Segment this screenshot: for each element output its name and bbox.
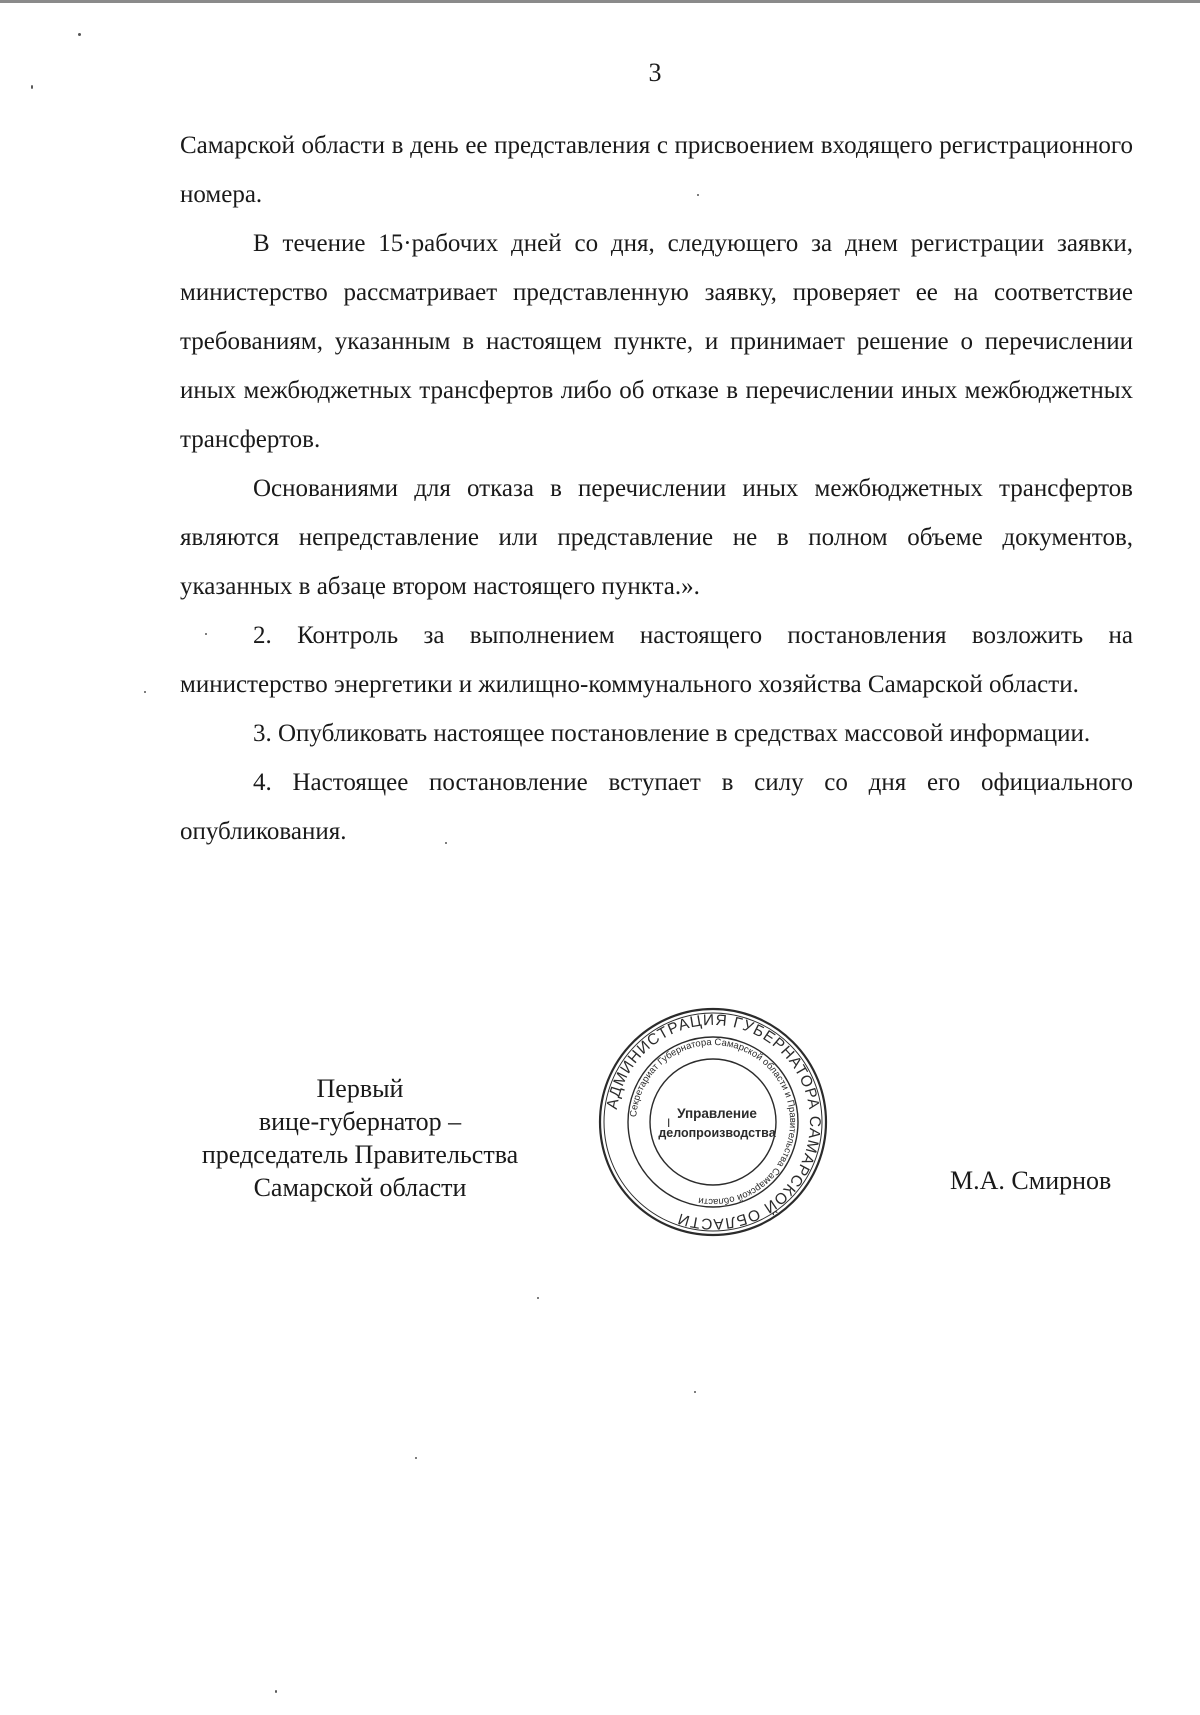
signatory-title-line: Самарской области [253, 1173, 467, 1202]
scan-speck [78, 33, 81, 36]
stamp-center-line: Управление [677, 1106, 757, 1121]
stamp-inner-ring-text: Секретариат Губернатора Самарской области и Правительства Самарской области [628, 1036, 799, 1208]
scan-speck [537, 1297, 539, 1299]
stamp-outer-text: АДМИНИСТРАЦИЯ ГУБЕРНАТОРА САМАРСКОЙ ОБЛАСТИ [603, 1011, 824, 1233]
scan-speck [415, 1457, 417, 1459]
signatory-name: М.А. Смирнов [950, 1166, 1112, 1195]
paragraph-refusal-grounds: Основаниями для отказа в перечислении иных межбюджетных трансфертов являются непредставление или представление не в полном объеме документов, указанных в абзаце втором настоящего пункта.». [180, 475, 1133, 600]
scan-speck [144, 691, 146, 693]
signatory-title-line: председатель Правительства [201, 1140, 519, 1169]
document-body [180, 121, 1133, 856]
paragraph-review-period: В течение 15·рабочих дней со дня, следующего за днем регистрации заявки, министерство рассматривает представленную заявку, проверяет ее на соответствие требованиям, указанным в настоящем пункте, и принимает решение о перечислении иных межбюджетных трансфертов либо об отказе в перечислении иных межбюджетных трансфертов. [180, 230, 1133, 453]
official-stamp [596, 1005, 830, 1239]
paragraph-item-2: 2. Контроль за выполнением настоящего постановления возложить на министерство энергетики и жилищно-коммунального хозяйства Самарской области. [180, 622, 1133, 698]
scan-speck [31, 85, 33, 89]
scan-speck [697, 194, 699, 196]
paragraph-item-3: 3. Опубликовать настоящее постановление в средствах массовой информации. [253, 720, 1091, 747]
signatory-title-line: вице-губернатор – [258, 1107, 462, 1136]
scan-speck [694, 1391, 696, 1393]
scan-speck [445, 842, 447, 844]
scan-speck [275, 1690, 277, 1693]
signatory-title [160, 1072, 560, 1204]
paragraph-continuation: Самарской области в день ее представления с присвоением входящего регистрационного номера. [180, 132, 1133, 208]
stamp-numeral: I [667, 1116, 671, 1130]
scan-top-edge [0, 0, 1200, 3]
scan-speck [205, 633, 207, 635]
signatory-title-line: Первый [316, 1074, 404, 1103]
paragraph-item-4: 4. Настоящее постановление вступает в силу со дня его официального опубликования. [180, 769, 1133, 845]
page-number: 3 [648, 58, 662, 87]
stamp-center-line: делопроизводства [658, 1126, 776, 1140]
